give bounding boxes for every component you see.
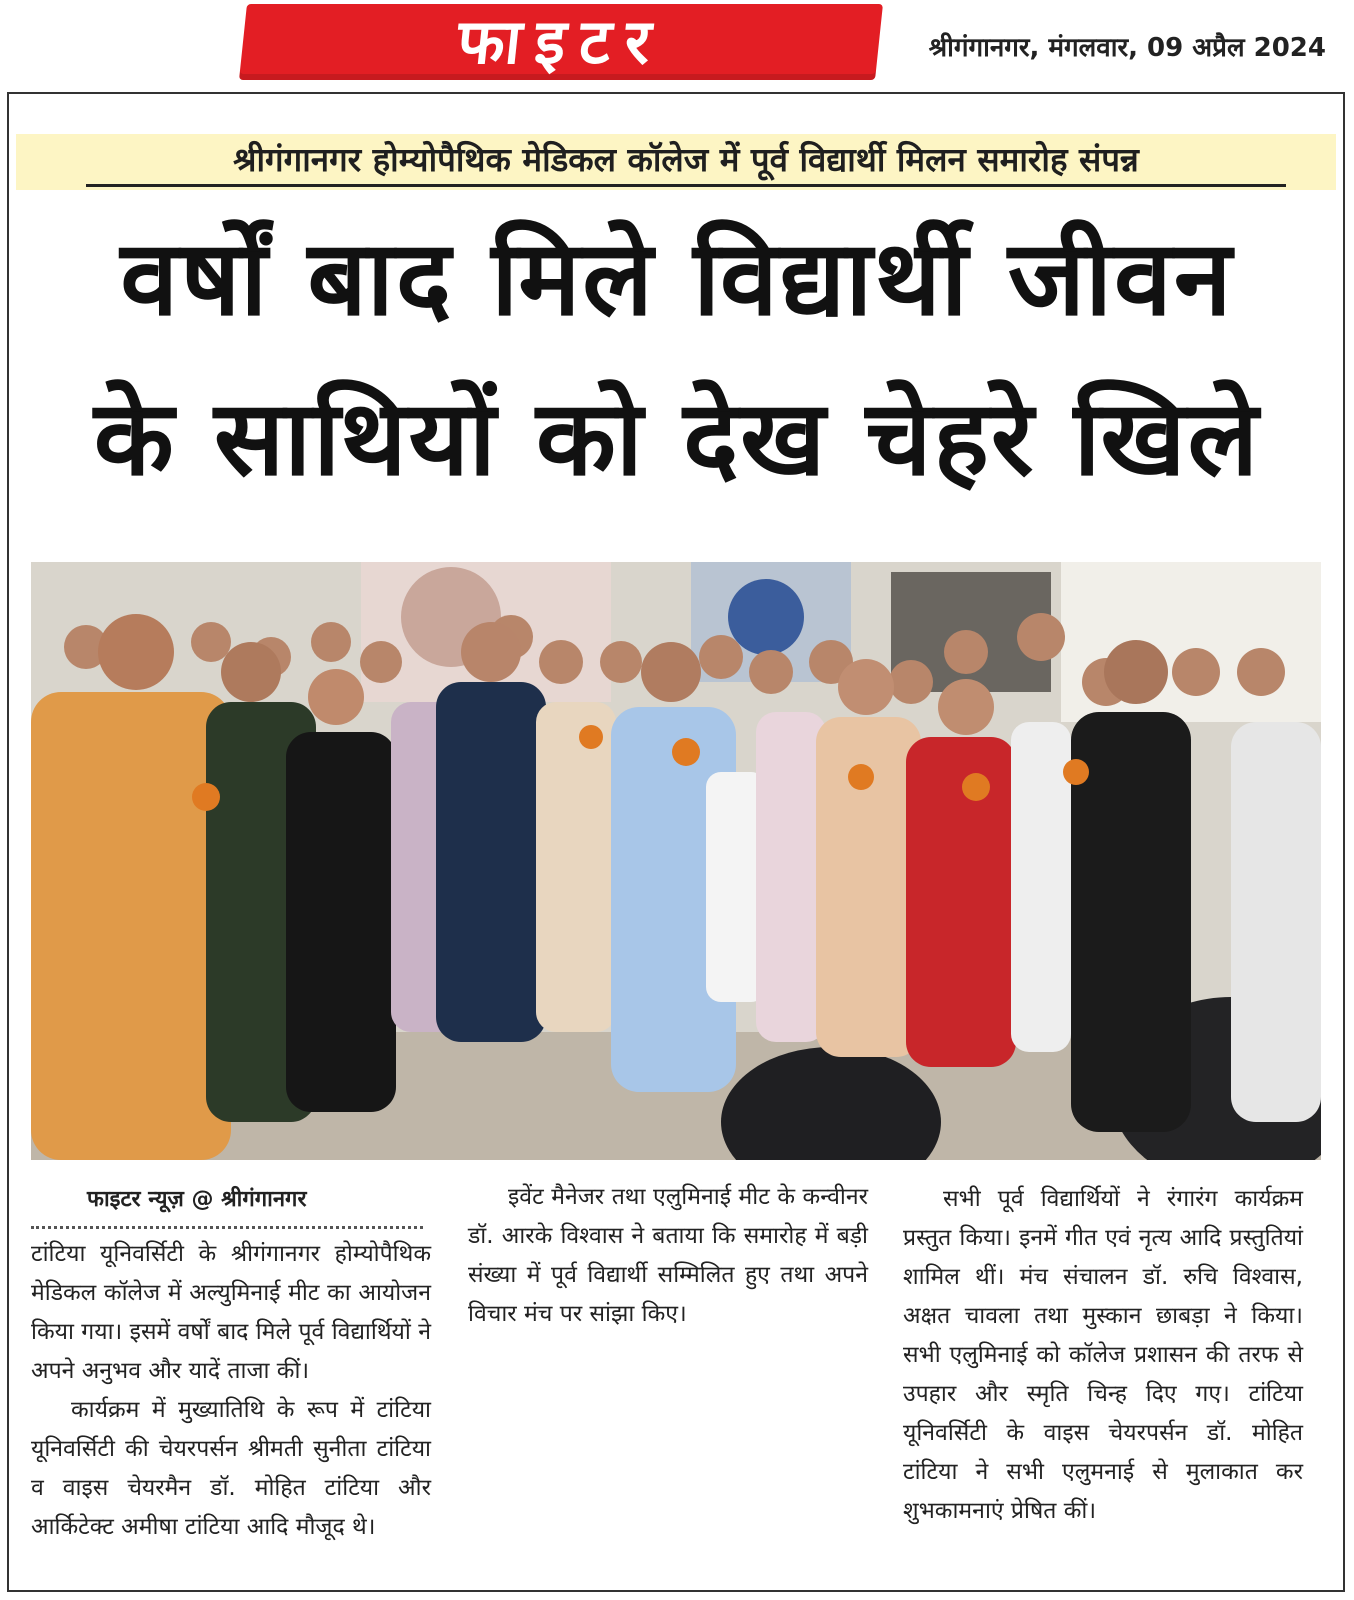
article-paragraph-2: कार्यक्रम में मुख्यातिथि के रूप में टांटिया यूनिवर्सिटी की चेयरपर्सन श्रीमती सुनीता टांटिया व वाइस चेयरमैन डॉ. मोहित टांटिया और आर्किटेक्ट अमीषा टांटिया आदि मौजूद थे।: [31, 1397, 431, 1540]
headline-line-1: वर्षों बाद मिले विद्यार्थी जीवन: [120, 217, 1234, 339]
article-column-1: [31, 1180, 431, 1547]
kicker-underline: [86, 184, 1286, 187]
article-paragraph-1: टांटिया यूनिवर्सिटी के श्रीगंगानगर होम्योपैथिक मेडिकल कॉलेज में अल्युमिनाई मीट का आयोजन किया गया। इसमें वर्षों बाद मिले पूर्व विद्यार्थियों ने अपने अनुभव और यादें ताजा कीं।: [31, 1241, 431, 1384]
article-column-3: [903, 1180, 1303, 1531]
group-photo: [31, 562, 1321, 1160]
masthead: [0, 0, 1354, 88]
article-paragraph-3: इवेंट मैनेजर तथा एलुमिनाई मीट के कन्वीनर डॉ. आरके विश्वास ने बताया कि समारोह में बड़ी संख्या में पूर्व विद्यार्थी सम्मिलित हुए तथा अपने विचार मंच पर सांझा किए।: [468, 1184, 868, 1327]
newspaper-logo: फाइटर: [239, 4, 883, 80]
byline-divider: [31, 1226, 423, 1229]
byline: फाइटर न्यूज़ @ श्रीगंगानगर: [87, 1187, 307, 1212]
article-paragraph-4: सभी पूर्व विद्यार्थियों ने रंगारंग कार्यक्रम प्रस्तुत किया। इनमें गीत एवं नृत्य आदि प्रस्तुतियां शामिल थीं। मंच संचालन डॉ. रुचि विश्वास, अक्षत चावला तथा मुस्कान छाबड़ा ने किया। सभी एलुमिनाई को कॉलेज प्रशासन की तरफ से उपहार और स्मृति चिन्ह दिए गए। टांटिया यूनिवर्सिटी के वाइस चेयरपर्सन डॉ. मोहित टांटिया ने सभी एलुमनाई से मुलाकात कर शुभकामनाएं प्रेषित कीं।: [903, 1186, 1303, 1524]
dateline: श्रीगंगानगर, मंगलवार, 09 अप्रैल 2024: [928, 33, 1326, 63]
group-photo-icon: [31, 562, 1321, 1160]
kicker-text: श्रीगंगानगर होम्योपैथिक मेडिकल कॉलेज में पूर्व विद्यार्थी मिलन समारोह संपन्न: [233, 140, 1139, 179]
kicker-band: [16, 134, 1336, 190]
article-column-2: [468, 1180, 868, 1334]
headline-line-2: के साथियों को देख चेहरे खिले: [93, 377, 1261, 499]
